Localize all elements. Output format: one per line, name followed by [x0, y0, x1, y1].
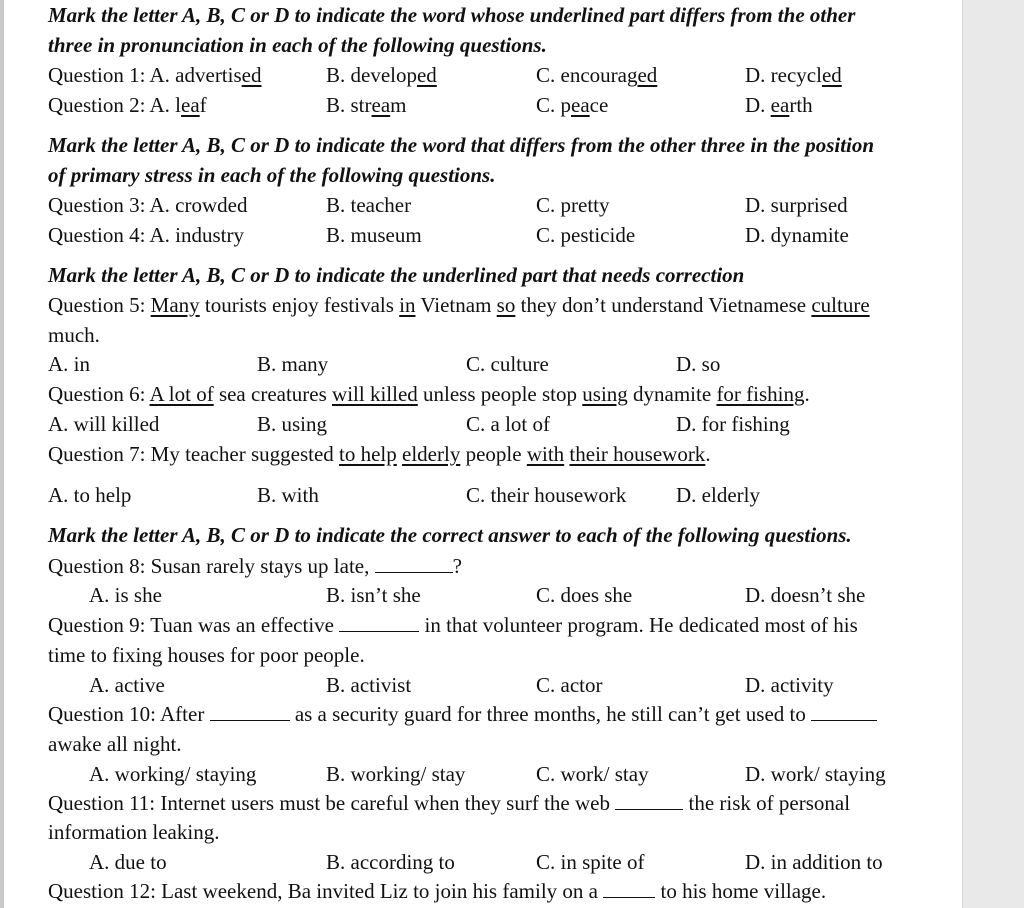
- question-8-option-a: A. is she: [89, 583, 162, 607]
- question-6-option-c: C. a lot of: [466, 412, 550, 436]
- question-11-option-b: B. according to: [326, 850, 455, 874]
- question-9-line-2: time to fixing houses for poor people.: [48, 643, 365, 667]
- question-6-option-a: A. will killed: [48, 412, 160, 436]
- question-10-option-d: D. work/ staying: [745, 762, 886, 786]
- question-10-option-b: B. working/ stay: [326, 762, 466, 786]
- question-1: [48, 61, 261, 89]
- question-4-option-c: C. pesticide: [536, 223, 636, 247]
- stress-instruction-line-2: of primary stress in each of the following questions.: [48, 163, 496, 187]
- answer-blank: [339, 613, 419, 632]
- question-12: Question 12: Last weekend, Ba invited Liz to join his family on a to his home village.: [48, 879, 827, 903]
- question-11-option-c: C. in spite of: [536, 850, 645, 874]
- question-3-option-b: B. teacher: [326, 193, 412, 217]
- question-5-line-2: much.: [48, 323, 100, 347]
- question-4-option-b: B. museum: [326, 223, 422, 247]
- answer-blank: [210, 702, 290, 721]
- question-11-option-a: A. due to: [89, 850, 167, 874]
- question-10: Question 10: After as a security guard for three months, he still can’t get used to: [48, 700, 877, 728]
- pronunciation-instruction-line-1: Mark the letter A, B, C or D to indicate the word whose underlined part differs from the other: [48, 3, 856, 27]
- question-11-line-2: information leaking.: [48, 820, 220, 844]
- question-1-option-c: C. encouraged: [536, 63, 658, 87]
- question-2-option-c: C. peace: [536, 93, 609, 117]
- question-9-option-c: C. actor: [536, 673, 603, 697]
- question-11: Question 11: Internet users must be careful when they surf the web the risk of personal: [48, 791, 851, 815]
- question-2-option-b: B. stream: [326, 93, 407, 117]
- answer-blank: [375, 554, 453, 573]
- question-11-option-d: D. in addition to: [745, 850, 883, 874]
- question-9-option-a: A. active: [89, 673, 165, 697]
- answer-blank: [603, 879, 655, 898]
- question-4: Question 4: A. industry: [48, 223, 245, 247]
- question-9-option-d: D. activity: [745, 673, 834, 697]
- question-9-option-b: B. activist: [326, 673, 412, 697]
- question-3: Question 3: A. crowded: [48, 193, 248, 217]
- question-8: Question 8: Susan rarely stays up late, ?: [48, 554, 462, 578]
- question-7-option-a: A. to help: [48, 483, 132, 507]
- question-7: Question 7: My teacher suggested to help elderly people with their housework.: [48, 442, 711, 466]
- question-8-option-d: D. doesn’t she: [745, 583, 866, 607]
- correct-answer-instruction: Mark the letter A, B, C or D to indicate the correct answer to each of the following questions.: [48, 523, 852, 547]
- question-6: Question 6: A lot of sea creatures will killed unless people stop using dynamite for fishing.: [48, 382, 810, 406]
- question-3-option-d: D. surprised: [745, 193, 848, 217]
- question-7-option-c: C. their housework: [466, 483, 627, 507]
- question-10-option-c: C. work/ stay: [536, 762, 649, 786]
- question-8-option-b: B. isn’t she: [326, 583, 421, 607]
- question-2-option-d: D. earth: [745, 93, 813, 117]
- answer-blank: [811, 702, 877, 721]
- question-5: Question 5: Many tourists enjoy festivals in Vietnam so they don’t understand Vietnamese culture: [48, 293, 870, 317]
- question-6-option-b: B. using: [257, 412, 328, 436]
- question-10-option-a: A. working/ staying: [89, 762, 257, 786]
- question-1-option-d: D. recycled: [745, 63, 842, 87]
- page-right-margin: [962, 0, 1024, 908]
- pronunciation-instruction-line-2: three in pronunciation in each of the following questions.: [48, 33, 547, 57]
- question-2: Question 2: A. leaf: [48, 93, 207, 117]
- question-7-option-b: B. with: [257, 483, 319, 507]
- answer-blank: [615, 791, 683, 810]
- question-1-option-a-stem: advertis: [175, 63, 242, 87]
- question-1-option-a-underlined: ed: [241, 63, 262, 87]
- correction-instruction: Mark the letter A, B, C or D to indicate the underlined part that needs correction: [48, 263, 745, 287]
- question-5-option-b: B. many: [257, 352, 329, 376]
- question-5-option-d: D. so: [676, 352, 721, 376]
- stress-instruction-line-1: Mark the letter A, B, C or D to indicate the word that differs from the other three in the position: [48, 133, 875, 157]
- question-5-option-a: A. in: [48, 352, 90, 376]
- question-3-option-c: C. pretty: [536, 193, 610, 217]
- question-6-option-d: D. for fishing: [676, 412, 790, 436]
- question-1-option-b: B. developed: [326, 63, 437, 87]
- question-4-option-d: D. dynamite: [745, 223, 849, 247]
- question-1-prefix: Question 1: A.: [48, 63, 176, 87]
- question-10-line-2: awake all night.: [48, 732, 182, 756]
- question-7-option-d: D. elderly: [676, 483, 760, 507]
- question-5-option-c: C. culture: [466, 352, 549, 376]
- question-9: Question 9: Tuan was an effective in that volunteer program. He dedicated most of his: [48, 613, 858, 637]
- question-8-option-c: C. does she: [536, 583, 633, 607]
